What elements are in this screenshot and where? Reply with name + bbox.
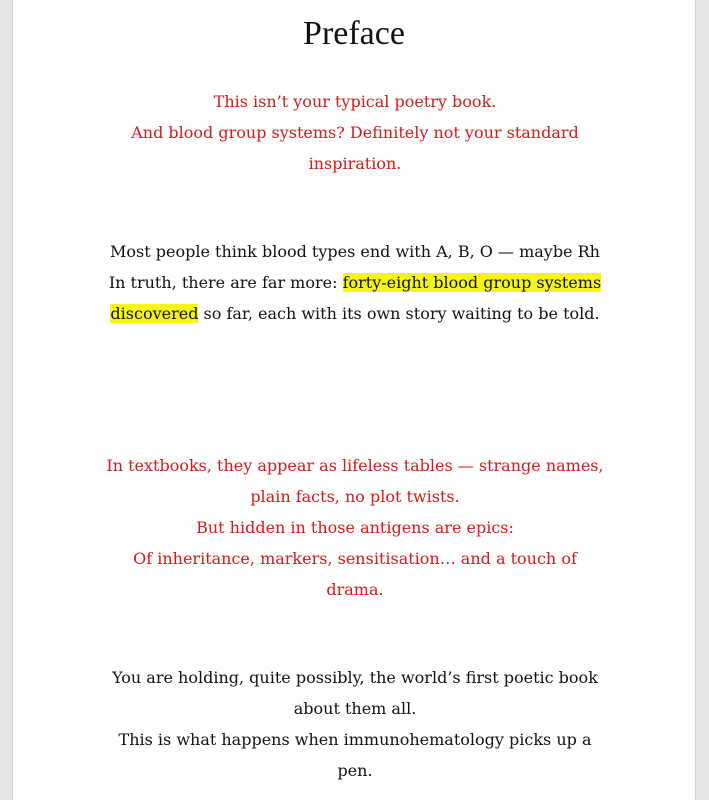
closing-line-1: You are holding, quite possibly, the world’s first poetic book about them all. [112, 668, 598, 718]
textbooks-line-3: Of inheritance, markers, sensitisation… and a touch of drama. [133, 549, 577, 599]
page-title: Preface [303, 15, 405, 52]
highlighted-text: forty-eight blood group systems discovered [110, 273, 602, 323]
intro-paragraph [105, 86, 605, 179]
textbooks-line-2: But hidden in those antigens are epics: [196, 518, 514, 537]
closing-line-2: This is what happens when immunohematology picks up a pen. [118, 730, 592, 780]
blood-types-paragraph [105, 236, 605, 329]
closing-paragraph [105, 662, 605, 786]
document-page [12, 0, 696, 800]
blood-types-line-2-end: so far, each with its own story waiting to be told. [198, 304, 600, 323]
intro-line-1: This isn’t your typical poetry book. [213, 92, 497, 111]
textbooks-paragraph [105, 450, 605, 605]
textbooks-line-1: In textbooks, they appear as lifeless tables — strange names, plain facts, no plot twists. [106, 456, 604, 506]
blood-types-line-2 [105, 267, 605, 329]
intro-line-2: And blood group systems? Definitely not your standard inspiration. [131, 123, 579, 173]
blood-types-line-1: Most people think blood types end with A, B, O — maybe Rh [110, 242, 600, 261]
blood-types-line-2-start: In truth, there are far more: [108, 273, 343, 292]
